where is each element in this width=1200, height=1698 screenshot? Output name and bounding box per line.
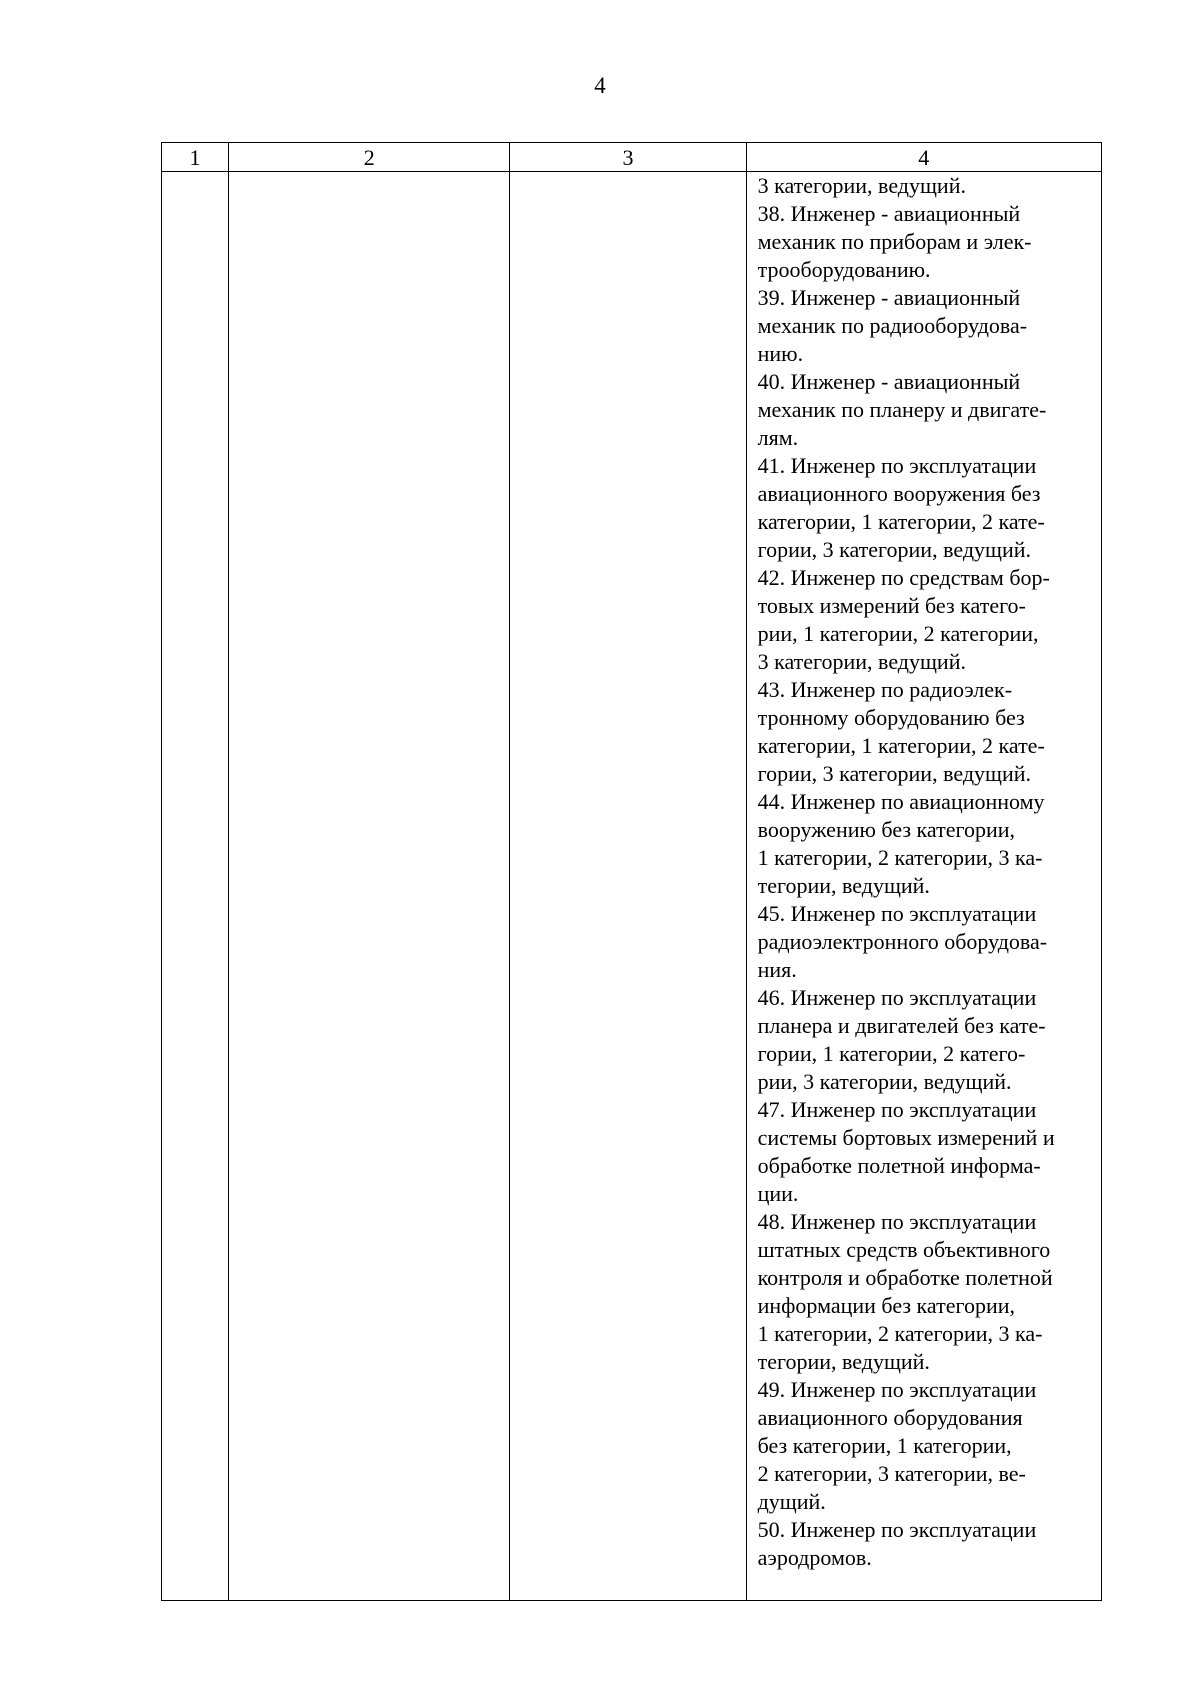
list-item: механик по планеру и двигате- xyxy=(757,397,1047,422)
header-cell-1: 1 xyxy=(162,143,229,172)
list-item: 45. Инженер по эксплуатации xyxy=(757,901,1037,926)
list-item: 3 категории, ведущий. xyxy=(757,173,966,198)
list-item: планера и двигателей без кате- xyxy=(757,1013,1046,1038)
list-item: радиоэлектронного оборудова- xyxy=(757,929,1048,954)
header-row xyxy=(162,143,1102,172)
list-item: тегории, ведущий. xyxy=(757,873,930,898)
list-item: без категории, 1 категории, xyxy=(757,1433,1012,1458)
list-item: тронному оборудованию без xyxy=(757,705,1025,730)
list-item: штатных средств объективного xyxy=(757,1237,1051,1262)
list-item: авиационного оборудования xyxy=(757,1405,1023,1430)
list-item: авиационного вооружения без xyxy=(757,481,1041,506)
page-number: 4 xyxy=(594,73,606,98)
list-item: 39. Инженер - авиационный xyxy=(757,285,1021,310)
header-cell-2: 2 xyxy=(229,143,510,172)
list-item: 42. Инженер по средствам бор- xyxy=(757,565,1050,590)
list-item: обработке полетной информа- xyxy=(757,1153,1041,1178)
list-item: 44. Инженер по авиационному xyxy=(757,789,1045,814)
list-item: нию. xyxy=(757,341,804,366)
list-item: информации без категории, xyxy=(757,1293,1016,1318)
header-cell-4: 4 xyxy=(746,143,1101,172)
list-item: механик по радиооборудова- xyxy=(757,313,1028,338)
cell-col-4 xyxy=(746,172,1101,1601)
list-item: 47. Инженер по эксплуатации xyxy=(757,1097,1037,1122)
cell-col-2 xyxy=(229,172,510,1601)
list-item: 2 категории, 3 категории, ве- xyxy=(757,1461,1026,1486)
list-item: 48. Инженер по эксплуатации xyxy=(757,1209,1037,1234)
cell-col-3 xyxy=(510,172,746,1601)
table-row xyxy=(162,172,1102,1601)
list-item: 38. Инженер - авиационный xyxy=(757,201,1021,226)
list-item: гории, 3 категории, ведущий. xyxy=(757,537,1031,562)
list-item: 40. Инженер - авиационный xyxy=(757,369,1021,394)
list-item: контроля и обработке полетной xyxy=(757,1265,1053,1290)
list-item: ния. xyxy=(757,957,797,982)
list-item: 3 категории, ведущий. xyxy=(757,649,966,674)
positions-list xyxy=(747,172,1101,1572)
list-item: тегории, ведущий. xyxy=(757,1349,930,1374)
list-item: вооружению без категории, xyxy=(757,817,1016,842)
header-cell-3: 3 xyxy=(510,143,746,172)
list-item: 49. Инженер по эксплуатации xyxy=(757,1377,1037,1402)
list-item: рии, 3 категории, ведущий. xyxy=(757,1069,1012,1094)
positions-table xyxy=(161,142,1102,1601)
list-item: 1 категории, 2 категории, 3 ка- xyxy=(757,1321,1043,1346)
list-item: рии, 1 категории, 2 категории, xyxy=(757,621,1039,646)
list-item: дущий. xyxy=(757,1489,826,1514)
list-item: гории, 1 категории, 2 катего- xyxy=(757,1041,1026,1066)
list-item: категории, 1 категории, 2 кате- xyxy=(757,733,1045,758)
list-item: 46. Инженер по эксплуатации xyxy=(757,985,1037,1010)
list-item: аэродромов. xyxy=(757,1545,872,1570)
cell-col-1 xyxy=(162,172,229,1601)
list-item: 50. Инженер по эксплуатации xyxy=(757,1517,1037,1542)
list-item: категории, 1 категории, 2 кате- xyxy=(757,509,1045,534)
list-item: трооборудованию. xyxy=(757,257,931,282)
list-item: механик по приборам и элек- xyxy=(757,229,1032,254)
list-item: 41. Инженер по эксплуатации xyxy=(757,453,1037,478)
list-item: товых измерений без катего- xyxy=(757,593,1026,618)
list-item: лям. xyxy=(757,425,799,450)
list-item: системы бортовых измерений и xyxy=(757,1125,1055,1150)
list-item: гории, 3 категории, ведущий. xyxy=(757,761,1031,786)
list-item: 43. Инженер по радиоэлек- xyxy=(757,677,1013,702)
list-item: 1 категории, 2 категории, 3 ка- xyxy=(757,845,1043,870)
list-item: ции. xyxy=(757,1181,799,1206)
